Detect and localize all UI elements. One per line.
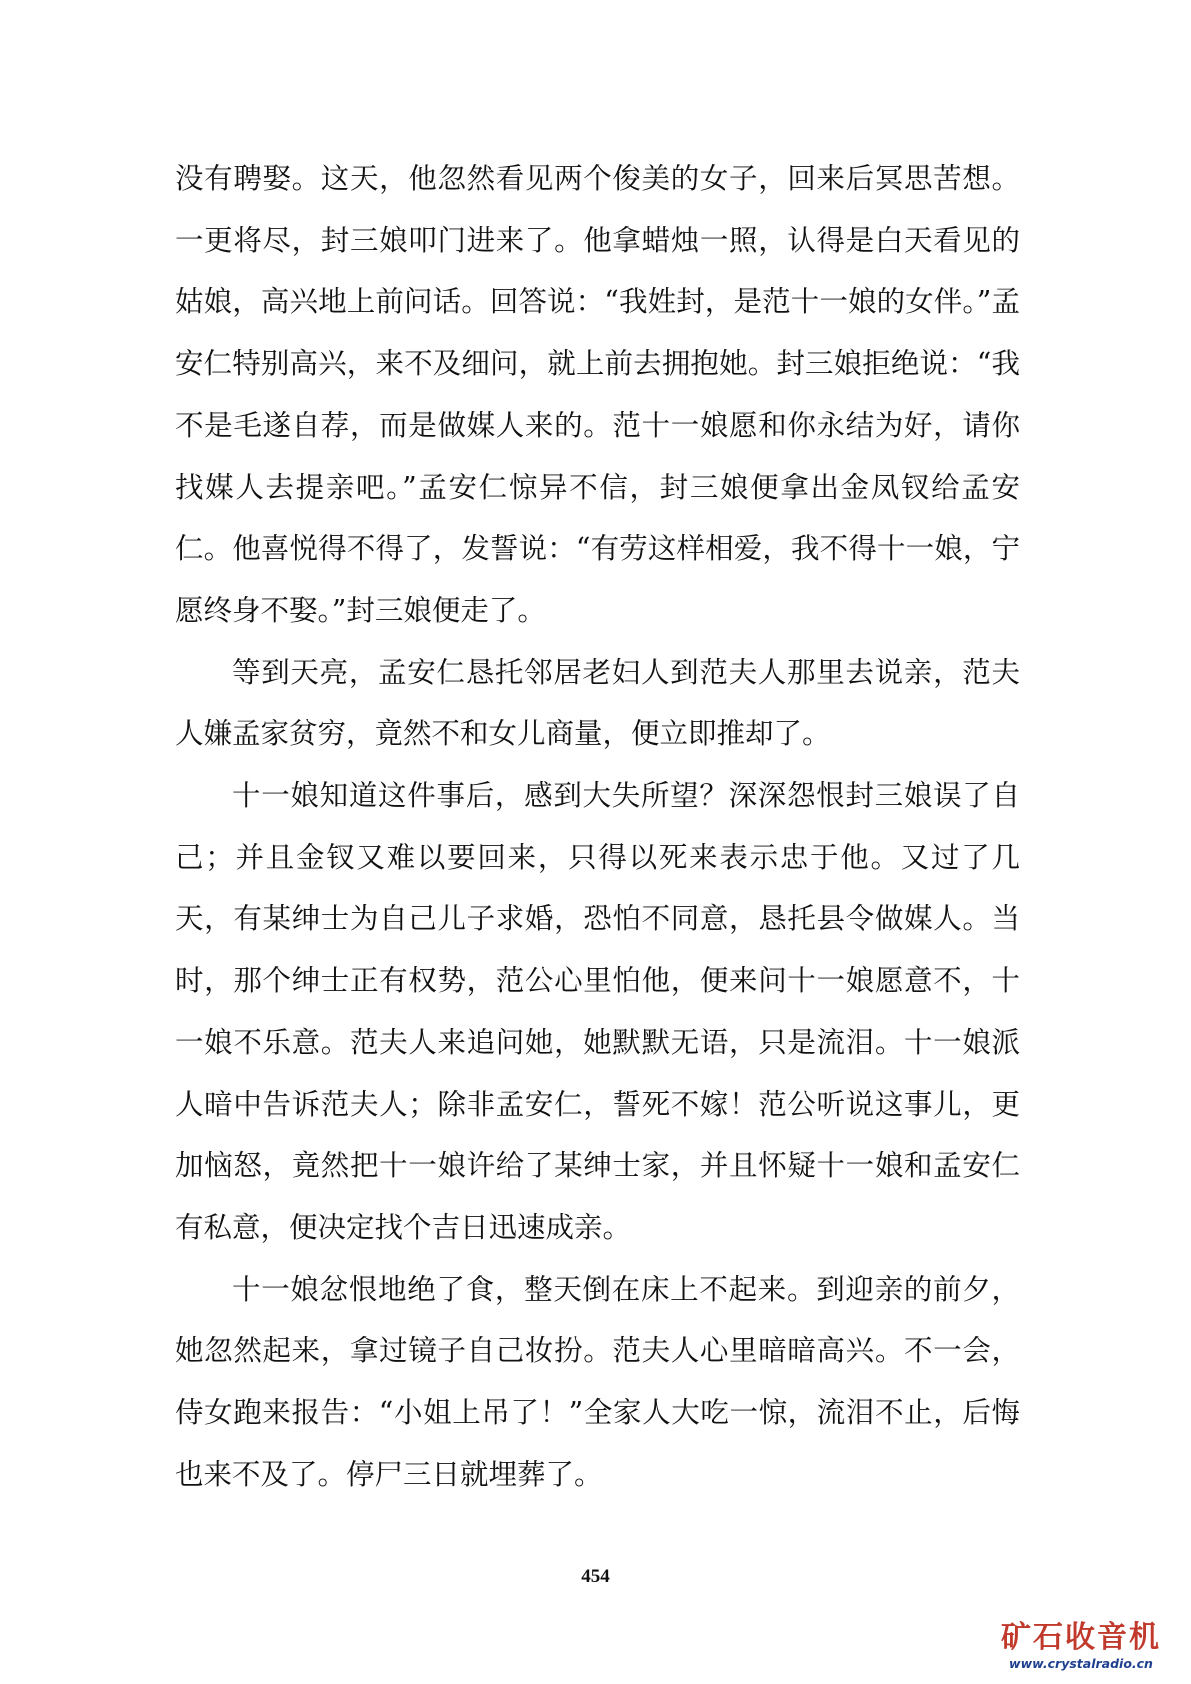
page-number: 454 — [581, 1566, 610, 1587]
body-text — [175, 148, 1020, 1505]
paragraph-1: 没有聘娶。这天，他忽然看见两个俊美的女子，回来后冥思苦想。一更将尽，封三娘叩门进来了。他拿蜡烛一照，认得是白天看见的姑娘，高兴地上前问话。回答说：“我姓封，是范十一娘的女伴。”孟安仁特别高兴，来不及细问，就上前去拥抱她。封三娘拒绝说：“我不是毛遂自荐，而是做媒人来的。范十一娘愿和你永结为好，请你找媒人去提亲吧。”孟安仁惊异不信，封三娘便拿出金凤钗给孟安仁。他喜悦得不得了，发誓说：“有劳这样相爱，我不得十一娘，宁愿终身不娶。”封三娘便走了。 — [175, 162, 1020, 627]
paragraph-2: 等到天亮，孟安仁恳托邻居老妇人到范夫人那里去说亲，范夫人嫌孟家贫穷，竟然不和女儿商量，便立即推却了。 — [175, 655, 1020, 751]
paragraph-3: 十一娘知道这件事后，感到大失所望？深深怨恨封三娘误了自己；并且金钗又难以要回来，只得以死来表示忠于他。又过了几天，有某绅士为自己儿子求婚，恐怕不同意，恳托县令做媒人。当时，那个绅士正有权势，范公心里怕他，便来问十一娘愿意不，十一娘不乐意。范夫人来追问她，她默默无语，只是流泪。十一娘派人暗中告诉范夫人；除非孟安仁，誓死不嫁！范公听说这事儿，更加恼怒，竟然把十一娘许给了某绅士家，并且怀疑十一娘和孟安仁有私意，便决定找个吉日迅速成亲。 — [175, 779, 1020, 1244]
watermark-url: www.crystalradio.cn — [1009, 1656, 1153, 1671]
paragraph-4: 十一娘忿恨地绝了食，整天倒在床上不起来。到迎亲的前夕，她忽然起来，拿过镜子自己妆扮。范夫人心里暗暗高兴。不一会，侍女跑来报告：“小姐上吊了！”全家人大吃一惊，流泪不止，后悔也来不及了。停尸三日就埋葬了。 — [175, 1272, 1020, 1491]
watermark-title: 矿石收音机 — [1001, 1620, 1161, 1655]
site-watermark — [981, 1620, 1181, 1672]
